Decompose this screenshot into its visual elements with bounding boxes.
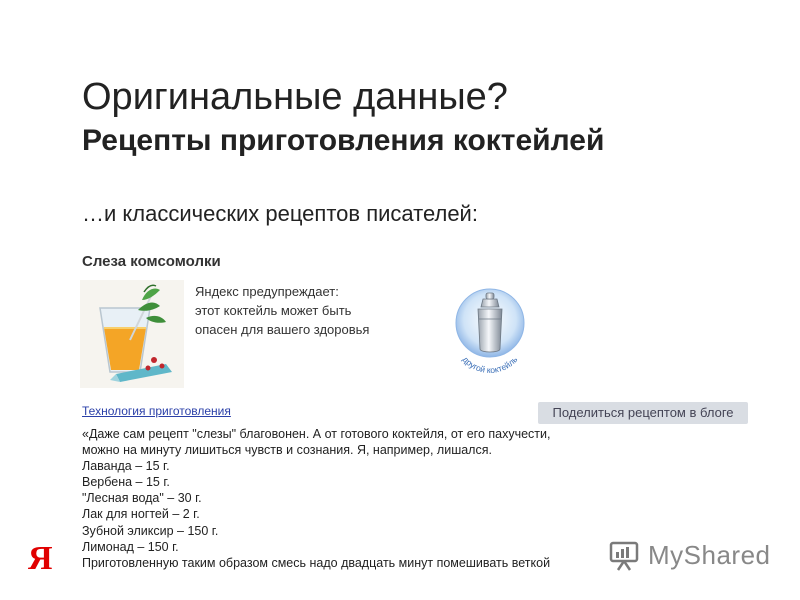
recipe-line: Вербена – 15 г. — [82, 475, 170, 490]
recipe-line: Зубной эликсир – 150 г. — [82, 523, 219, 538]
warning-line: опасен для вашего здоровья — [195, 322, 370, 337]
warning-line: этот коктейль может быть — [195, 303, 352, 318]
recipe-line: Лаванда – 15 г. — [82, 459, 170, 474]
cocktail-glass-image — [80, 280, 184, 388]
warning-line: Яндекс предупреждает: — [195, 284, 339, 299]
shaker-icon[interactable] — [440, 285, 536, 375]
myshared-logo-icon — [608, 540, 644, 572]
slide-title: Оригинальные данные? — [82, 76, 508, 118]
slide-subtitle: Рецепты приготовления коктейлей — [82, 124, 605, 157]
yandex-logo: Я — [28, 540, 53, 577]
cocktail-title: Слеза комсомолки — [82, 253, 221, 270]
recipe-line: "Лесная вода" – 30 г. — [82, 491, 202, 506]
recipe-line: Лак для ногтей – 2 г. — [82, 507, 200, 522]
recipe-text — [82, 426, 550, 571]
share-in-blog-button[interactable]: Поделиться рецептом в блоге — [538, 402, 748, 424]
yandex-warning — [195, 282, 369, 339]
shaker-label: другой коктейль — [460, 354, 520, 375]
recipe-line: Лимонад – 150 г. — [82, 539, 179, 554]
recipe-line: Приготовленную таким образом смесь надо двадцать минут помешивать веткой — [82, 555, 551, 570]
technology-link[interactable]: Технология приготовления — [82, 404, 231, 418]
brand-text: MyShared — [648, 540, 771, 570]
slide-lead: …и классических рецептов писателей: — [82, 201, 478, 226]
recipe-line: «Даже сам рецепт "слезы" благовонен. А от готового коктейля, от его пахучести, — [82, 427, 551, 441]
recipe-line: можно на минуту лишиться чувств и сознания. Я, например, лишался. — [82, 443, 492, 458]
